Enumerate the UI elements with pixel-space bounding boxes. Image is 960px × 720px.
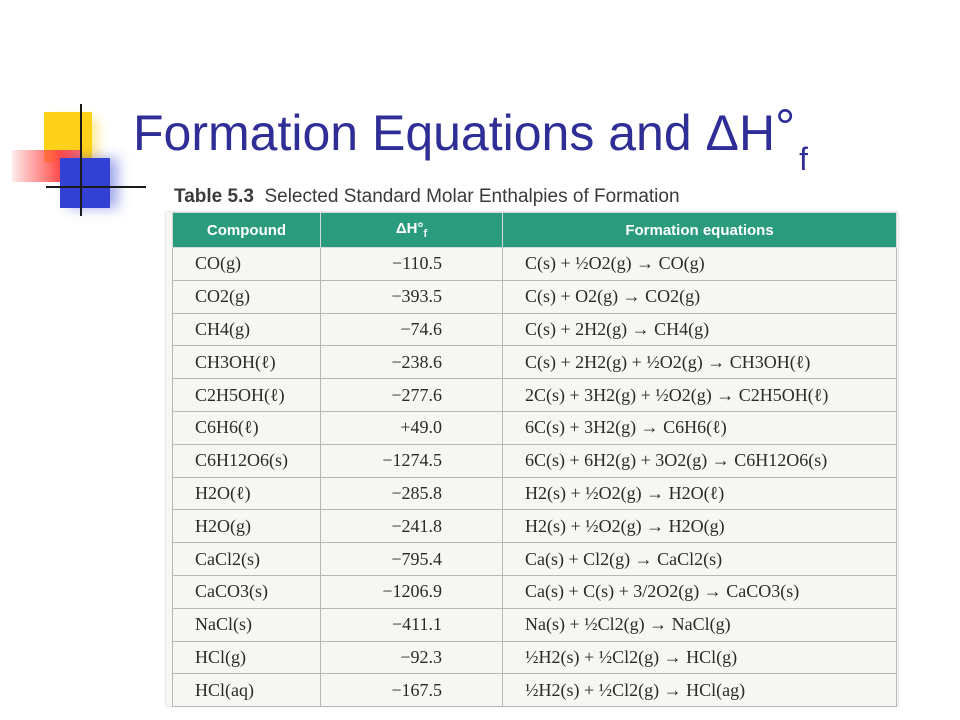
table-row — [173, 641, 897, 674]
header-compound: Compound — [173, 213, 321, 248]
equation-cell: C(s) + 2H2(g) → CH4(g) — [503, 313, 897, 346]
slide-title-degree: ° — [775, 99, 796, 155]
table-caption — [174, 186, 680, 208]
horizontal-rule-decoration — [46, 186, 146, 188]
table-row — [173, 608, 897, 641]
delta-h-cell: −110.5 — [321, 248, 503, 281]
compound-cell: HCl(aq) — [173, 674, 321, 707]
compound-cell: NaCl(s) — [173, 608, 321, 641]
table-number: Table 5.3 — [174, 186, 254, 207]
slide-title — [133, 99, 808, 177]
compound-cell: H2O(ℓ) — [173, 477, 321, 510]
table-row — [173, 575, 897, 608]
table-row — [173, 411, 897, 444]
equation-cell: H2(s) + ½O2(g) → H2O(g) — [503, 510, 897, 543]
slide-title-subscript: f — [799, 141, 808, 177]
equation-cell: H2(s) + ½O2(g) → H2O(ℓ) — [503, 477, 897, 510]
table-row — [173, 346, 897, 379]
compound-cell: HCl(g) — [173, 641, 321, 674]
equation-cell: 2C(s) + 3H2(g) + ½O2(g) → C2H5OH(ℓ) — [503, 379, 897, 412]
header-formation-equations: Formation equations — [503, 213, 897, 248]
enthalpy-table — [172, 212, 897, 707]
compound-cell: CO2(g) — [173, 280, 321, 313]
delta-h-cell: −92.3 — [321, 641, 503, 674]
table-row — [173, 543, 897, 576]
equation-cell: Ca(s) + C(s) + 3/2O2(g) → CaCO3(s) — [503, 575, 897, 608]
delta-h-cell: −285.8 — [321, 477, 503, 510]
delta-h-cell: −277.6 — [321, 379, 503, 412]
compound-cell: CH4(g) — [173, 313, 321, 346]
table-row — [173, 674, 897, 707]
compound-cell: C2H5OH(ℓ) — [173, 379, 321, 412]
compound-cell: CaCO3(s) — [173, 575, 321, 608]
table-row — [173, 379, 897, 412]
delta-h-cell: −238.6 — [321, 346, 503, 379]
vertical-rule-decoration — [80, 104, 82, 216]
table-row — [173, 477, 897, 510]
equation-cell: ½H2(s) + ½Cl2(g) → HCl(ag) — [503, 674, 897, 707]
header-delta-h — [321, 213, 503, 248]
table-row — [173, 510, 897, 543]
table-row — [173, 248, 897, 281]
compound-cell: CH3OH(ℓ) — [173, 346, 321, 379]
enthalpy-table-image — [166, 212, 898, 706]
delta-h-cell: −74.6 — [321, 313, 503, 346]
compound-cell: C6H6(ℓ) — [173, 411, 321, 444]
table-row — [173, 444, 897, 477]
delta-h-cell: −393.5 — [321, 280, 503, 313]
table-header-row — [173, 213, 897, 248]
table-title: Selected Standard Molar Enthalpies of Formation — [264, 186, 680, 207]
delta-h-cell: −167.5 — [321, 674, 503, 707]
equation-cell: Ca(s) + Cl2(g) → CaCl2(s) — [503, 543, 897, 576]
slide-title-main: Formation Equations and ΔH — [133, 105, 776, 161]
compound-cell: CaCl2(s) — [173, 543, 321, 576]
delta-h-cell: −1274.5 — [321, 444, 503, 477]
header-delta-h-symbol: ΔH° — [395, 220, 424, 237]
equation-cell: ½H2(s) + ½Cl2(g) → HCl(g) — [503, 641, 897, 674]
compound-cell: H2O(g) — [173, 510, 321, 543]
delta-h-cell: +49.0 — [321, 411, 503, 444]
delta-h-cell: −411.1 — [321, 608, 503, 641]
table-row — [173, 280, 897, 313]
compound-cell: CO(g) — [173, 248, 321, 281]
equation-cell: C(s) + O2(g) → CO2(g) — [503, 280, 897, 313]
delta-h-cell: −241.8 — [321, 510, 503, 543]
blue-square-decoration — [60, 158, 110, 208]
header-delta-h-subscript: f — [423, 228, 428, 240]
equation-cell: 6C(s) + 6H2(g) + 3O2(g) → C6H12O6(s) — [503, 444, 897, 477]
equation-cell: 6C(s) + 3H2(g) → C6H6(ℓ) — [503, 411, 897, 444]
equation-cell: C(s) + 2H2(g) + ½O2(g) → CH3OH(ℓ) — [503, 346, 897, 379]
table-row — [173, 313, 897, 346]
delta-h-cell: −795.4 — [321, 543, 503, 576]
equation-cell: C(s) + ½O2(g) → CO(g) — [503, 248, 897, 281]
table-body — [173, 248, 897, 707]
compound-cell: C6H12O6(s) — [173, 444, 321, 477]
delta-h-cell: −1206.9 — [321, 575, 503, 608]
equation-cell: Na(s) + ½Cl2(g) → NaCl(g) — [503, 608, 897, 641]
